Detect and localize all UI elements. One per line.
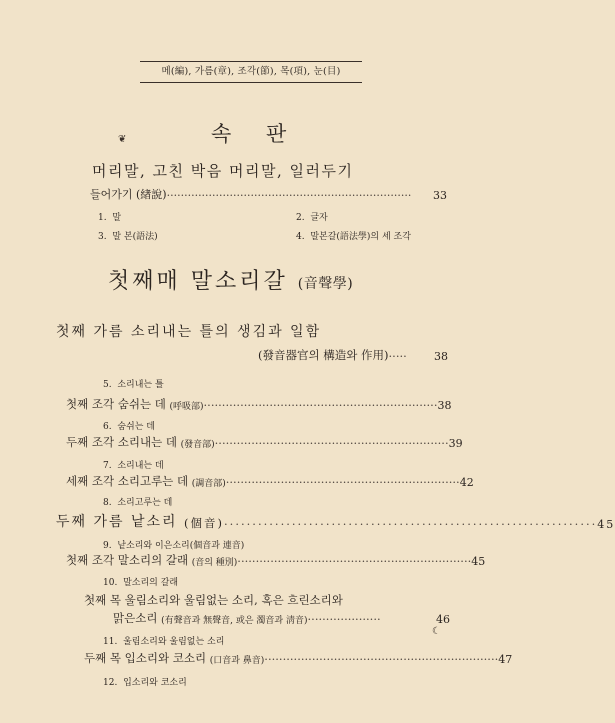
toc-number-11[interactable]: 11. 울림소리와 울림없는 소리 [103, 637, 225, 647]
chapter-1-subtitle-line[interactable]: (發音器官의 構造와 作用) ····· 38 [258, 348, 448, 363]
toc-entry-breathing[interactable]: 첫째 조각 숨쉬는 데 (呼吸部) ································································ 38 [66, 397, 452, 412]
toc-entry-intro-lead[interactable] [90, 186, 447, 202]
toc-entry-voiced-voiceless-cont[interactable]: 맑은소리 (有聲音과 無聲音, 或은 濁音과 淸音) ···················· 46 [113, 611, 450, 626]
ink-mark: ☾ [432, 626, 441, 637]
toc-entry-sound-types[interactable]: 첫째 조각 말소리의 갈래 (音의 種別) ································································ 45 [66, 553, 486, 568]
toc-number-10[interactable]: 10. 말소리의 갈래 [103, 578, 179, 588]
part-title: 첫째매 말소리갈 (音聲學) [108, 269, 354, 294]
intro-title: 속 판 [211, 122, 301, 146]
toc-item-3[interactable]: 3. 말 본(語法) [98, 232, 158, 242]
toc-entry-phonation[interactable]: 두째 조각 소리내는 데 (發音部) ································································ 39 [66, 435, 463, 450]
leader-dots: ······································································ [166, 189, 412, 202]
chapter-2-title[interactable]: 두째 가름 낱소리 (個音) ·································································· 45 [56, 514, 615, 531]
toc-entry-label: 들어가기 (緖說) [90, 188, 167, 201]
toc-item-1[interactable]: 1. 말 [98, 213, 122, 223]
ink-mark: ❦ [118, 134, 127, 145]
intro-subtitle: 머리말, 고친 박음 머리말, 일러두기 [92, 162, 354, 180]
toc-number-6[interactable]: 6. 숨쉬는 데 [103, 422, 155, 432]
toc-entry-voiced-voiceless[interactable]: 첫째 목 울림소리와 울림없는 소리, 혹은 흐린소리와 [84, 593, 343, 607]
toc-entry-oral-nasal[interactable]: 두째 목 입소리와 코소리 (口音과 鼻音) ································································ 47 [84, 651, 513, 666]
running-header: 메(編), 가름(章), 조각(節), 목(項), 눈(目) [140, 61, 362, 83]
toc-number-12[interactable]: 12. 입소리와 코소리 [103, 678, 187, 688]
toc-item-2[interactable]: 2. 글자 [296, 213, 328, 223]
toc-number-5[interactable]: 5. 소리내는 틀 [103, 380, 164, 390]
toc-item-4[interactable]: 4. 말본갈(語法學)의 세 조각 [296, 232, 411, 242]
toc-number-8[interactable]: 8. 소리고루는 데 [103, 498, 173, 508]
toc-number-7[interactable]: 7. 소리내는 데 [103, 461, 164, 471]
toc-number-9[interactable]: 9. 낱소리와 이은소리(個音과 連音) [103, 541, 245, 551]
toc-entry-articulation[interactable]: 세째 조각 소리고루는 데 (調音部) ································································ 42 [66, 474, 474, 489]
chapter-1-title[interactable]: 첫째 가름 소리내는 틀의 생김과 일함 [56, 324, 322, 340]
toc-page-number: 33 [433, 189, 447, 202]
